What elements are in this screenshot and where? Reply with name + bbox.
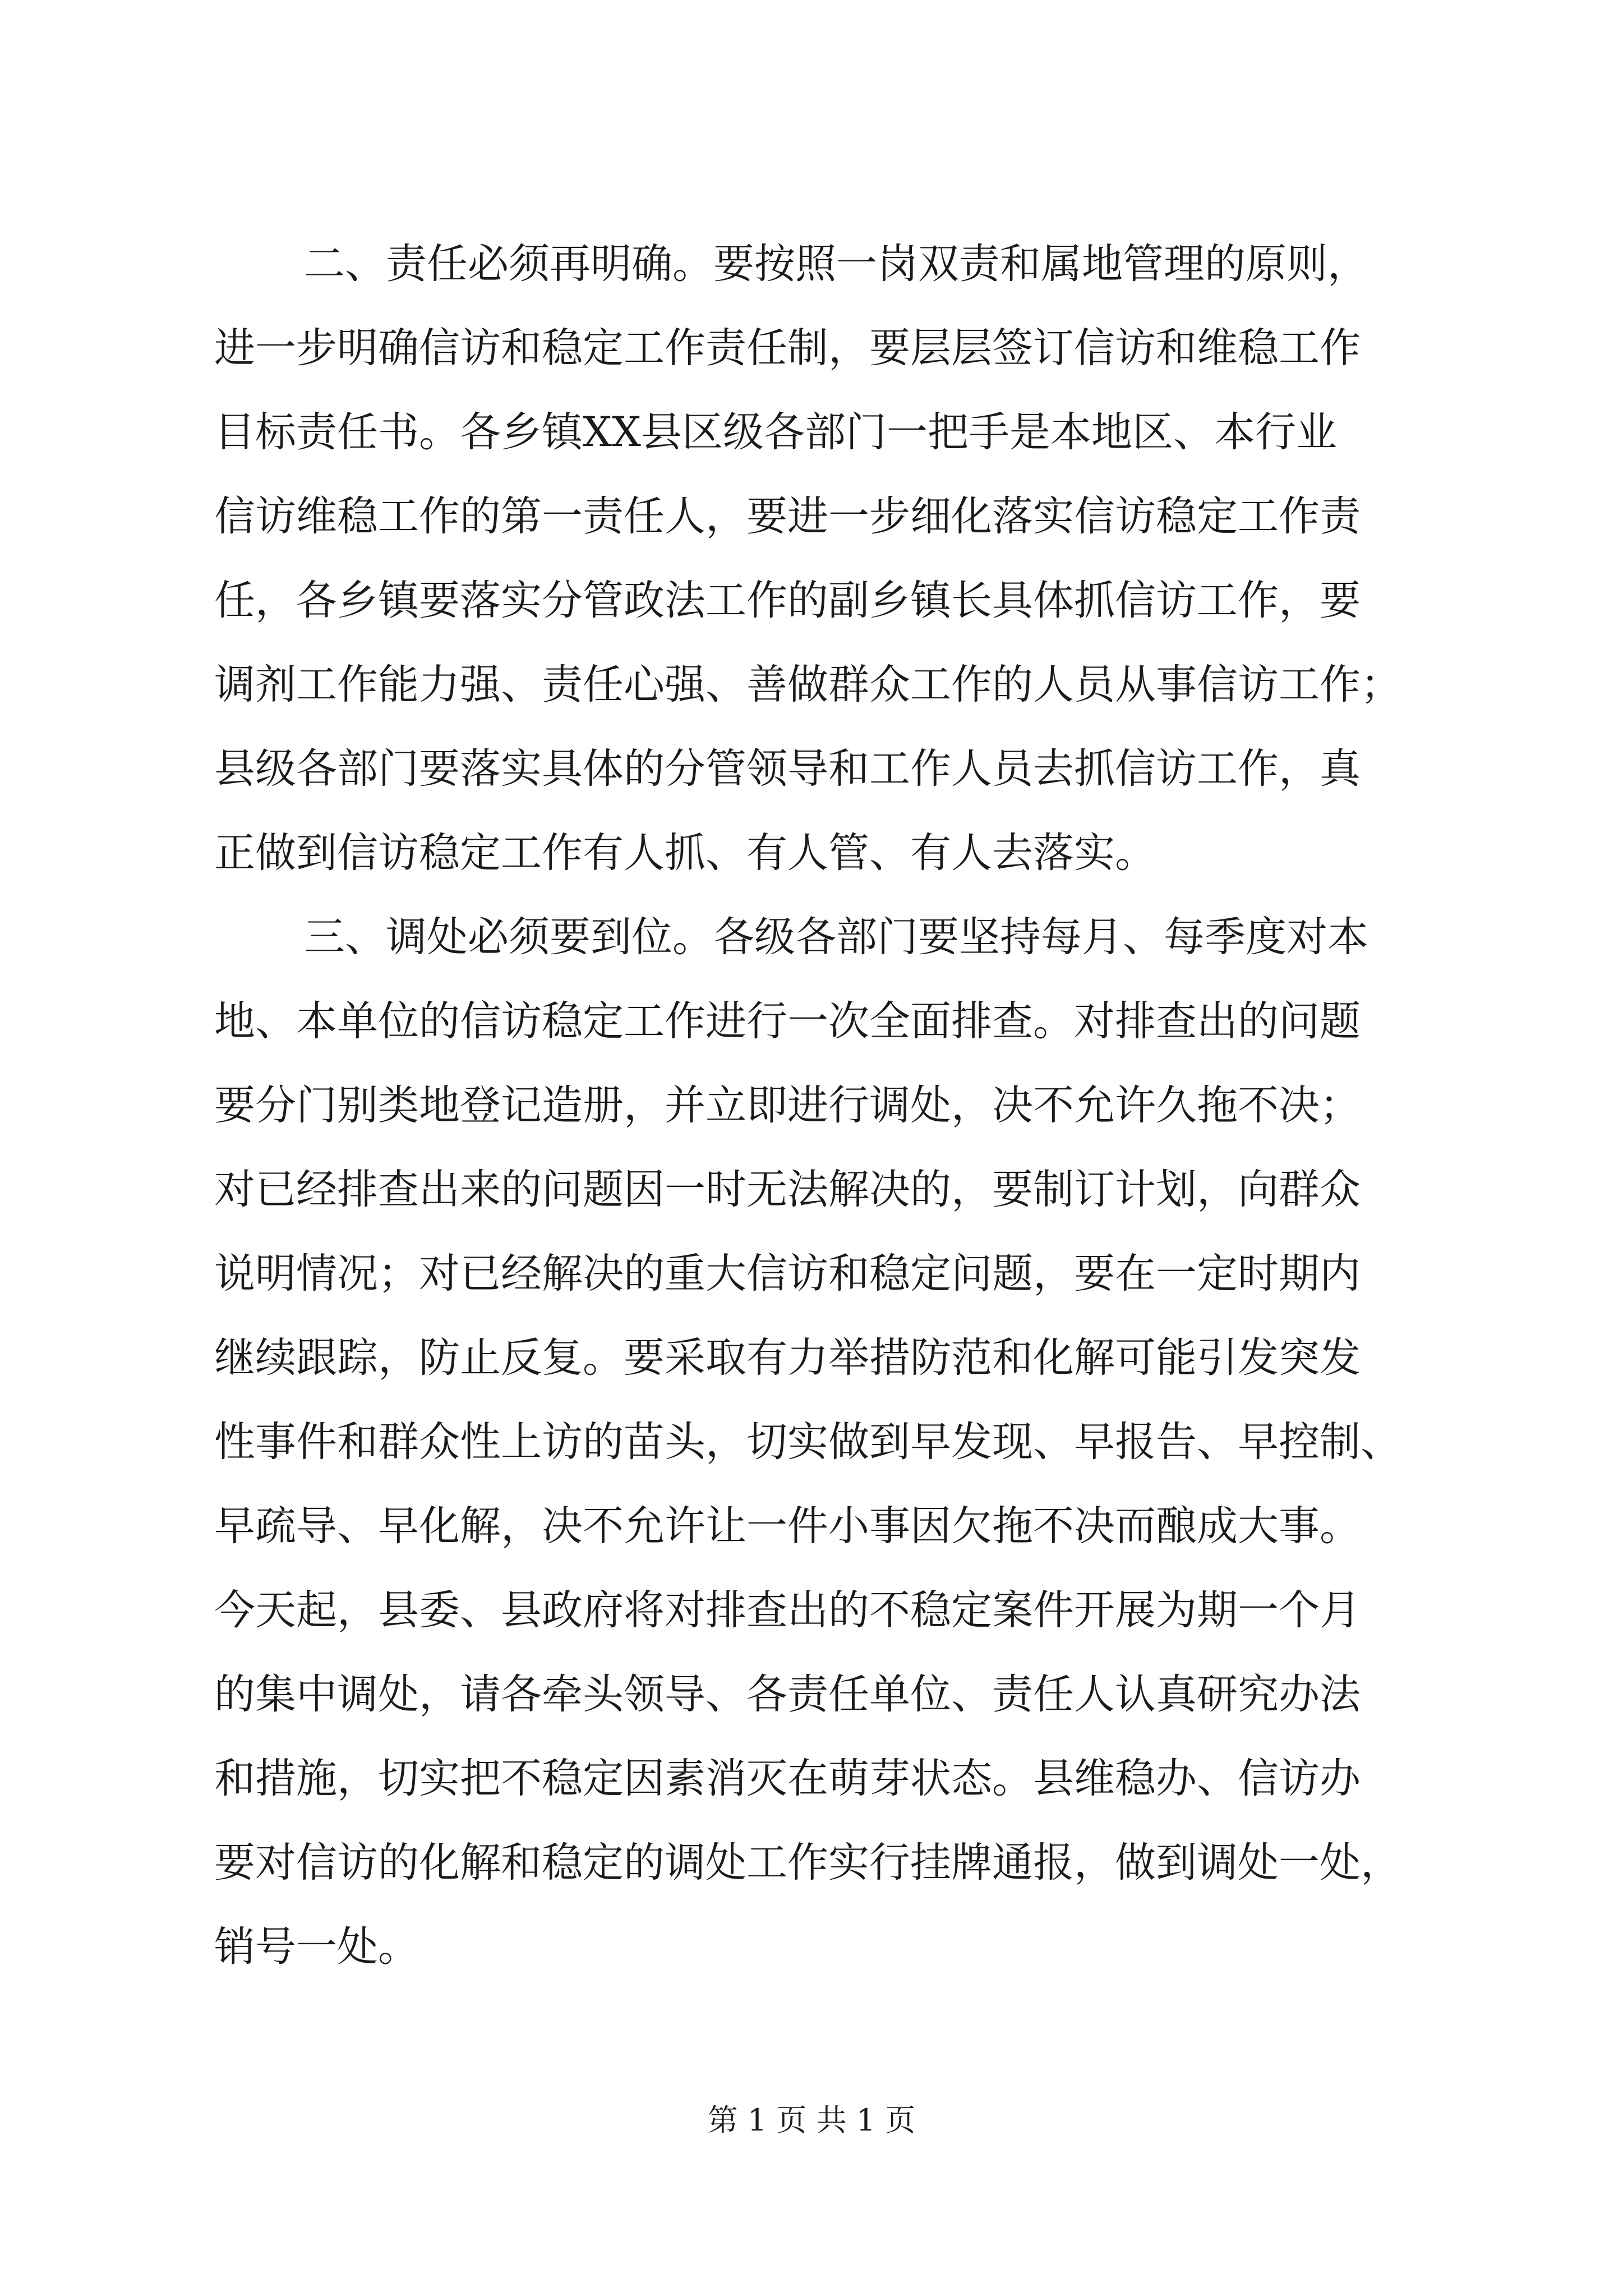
text-line: 进一步明确信访和稳定工作责任制，要层层签订信访和维稳工作 [214,324,1361,372]
text-line: 目标责任书。各乡镇XX县区级各部门一把手是本地区、本行业 [214,408,1337,456]
text-line: 销号一处。 [214,1923,419,1971]
text-line: 地、本单位的信访稳定工作进行一次全面排查。对排查出的问题 [214,997,1361,1045]
text-line: 早疏导、早化解，决不允许让一件小事因欠拖不决而酿成大事。 [214,1502,1361,1550]
text-line: 二、责任必须再明确。要按照一岗双责和属地管理的原则， [304,240,1368,288]
text-line: 的集中调处，请各牵头领导、各责任单位、责任人认真研究办法 [214,1671,1361,1718]
text-line: 县级各部门要落实具体的分管领导和工作人员去抓信访工作，真 [214,745,1361,793]
text-line: 今天起，县委、县政府将对排查出的不稳定案件开展为期一个月 [214,1586,1361,1634]
text-line: 要对信访的化解和稳定的调处工作实行挂牌通报，做到调处一处， [214,1839,1401,1887]
text-line: 继续跟踪，防止反复。要采取有力举措防范和化解可能引发突发 [214,1334,1361,1382]
text-line: 性事件和群众性上访的苗头，切实做到早发现、早报告、早控制、 [214,1418,1401,1466]
page-number-footer: 第 1 页 共 1 页 [707,2102,916,2138]
text-line: 调剂工作能力强、责任心强、善做群众工作的人员从事信访工作； [214,661,1401,708]
text-line: 和措施，切实把不稳定因素消灭在萌芽状态。县维稳办、信访办 [214,1755,1361,1802]
text-line: 信访维稳工作的第一责任人，要进一步细化落实信访稳定工作责 [214,493,1361,540]
text-line: 正做到信访稳定工作有人抓、有人管、有人去落实。 [214,829,1156,877]
text-line: 说明情况；对已经解决的重大信访和稳定问题，要在一定时期内 [214,1250,1361,1297]
text-line: 任，各乡镇要落实分管政法工作的副乡镇长具体抓信访工作，要 [214,577,1361,624]
text-line: 要分门别类地登记造册，并立即进行调处，决不允许久拖不决； [214,1082,1361,1129]
text-line: 三、调处必须要到位。各级各部门要坚持每月、每季度对本 [304,913,1368,961]
text-line: 对已经排查出来的问题因一时无法解决的，要制订计划，向群众 [214,1166,1361,1213]
